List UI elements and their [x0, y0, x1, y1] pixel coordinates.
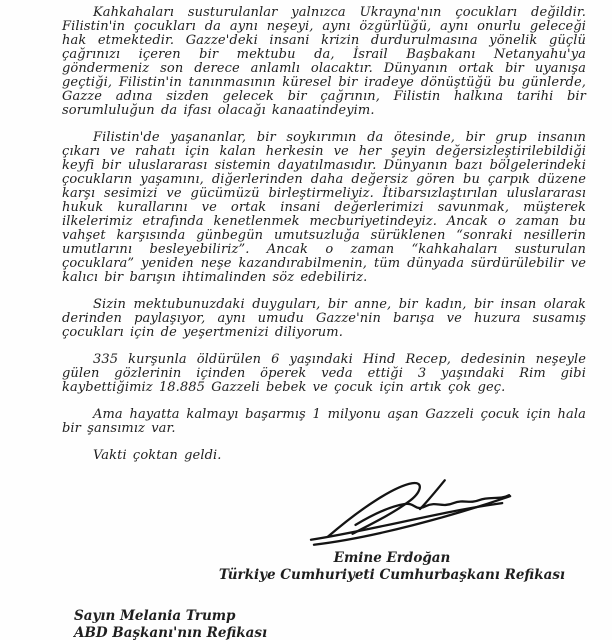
recipient-title: ABD Başkanı'nın Refikası [74, 624, 268, 640]
letter-paragraph: Vakti çoktan geldi. [93, 448, 222, 463]
signer-title: Türkiye Cumhuriyeti Cumhurbaşkanı Refikası [218, 567, 566, 583]
letter-paragraph: Sizin mektubunuzdaki duyguları, bir anne, bir kadın, bir insan olarak derinden paylaşıyor, aynı umudu Gazze'nin barışa ve huzura susamış çocukları için de yeşertmenizi diliyorum. [62, 297, 586, 340]
signer-name: Emine Erdoğan [333, 550, 451, 566]
signature-icon [306, 476, 524, 548]
recipient-block [74, 608, 586, 640]
signature-block [190, 550, 594, 584]
letter-body [62, 6, 586, 463]
letter-paragraph: Ama hayatta kalmayı başarmış 1 milyonu aşan Gazzeli çocuk için hala bir şansımız var. [62, 407, 586, 436]
recipient-name: Sayın Melania Trump [74, 608, 236, 624]
letter-paragraph: Filistin'de yaşananlar, bir soykırımın da ötesinde, bir grup insanın çıkarı ve rahatı için kalan herkesin ve her şeyin değersizleştirilebildiği keyfi bir uluslararası sistemin dayatılmasıdır. Dünyanın bazı bölgelerindeki çocukların yaşamını, diğerlerinden daha değersiz gören bu çarpık düzene karşı sesimizi ve gücümüzü birleştirmeliyiz. İtibarsızlaştırılan uluslararası hukuk kurallarını ve ortak insani değerlerimizi savunmak, müşterek ilkelerimiz etrafında kenetlenmek mecburiyetindeyiz. Ancak o zaman bu vahşet karşısında günbegün umutsuzluğa sürüklenen “sonraki nesillerin umutlarını besleyebiliriz”. Ancak o zaman “kahkahaları susturulan çocuklara” yeniden neşe kazandırabilmenin, tüm dünyada sürdürülebilir ve kalıcı bir barışın ihtimalinden söz edebiliriz. [62, 130, 586, 285]
letter-paragraph: Kahkahaları susturulanlar yalnızca Ukrayna'nın çocukları değildir. Filistin'in çocukları da aynı neşeyi, aynı özgürlüğü, aynı onurlu geleceği hak etmektedir. Gazze'deki insani krizin durdurulmasına yönelik güçlü çağrınızı içeren bir mektubu da, İsrail Başbakanı Netanyahu'ya göndermeniz son derece anlamlı olacaktır. Dünyanın ortak bir uyanışa geçtiği, Filistin'in tanınmasının küresel bir iradeye dönüştüğü bu günlerde, Gazze adına sizden gelecek bir çağrının, Filistin halkına tarihi bir sorumluluğun da ifası olacağı kanaatindeyim. [62, 5, 586, 118]
letter-paragraph: 335 kurşunla öldürülen 6 yaşındaki Hind Recep, dedesinin neşeyle gülen gözlerinin içinden öperek veda ettiği 3 yaşındaki Rim gibi kaybettiğimiz 18.885 Gazzeli bebek ve çocuk için artık çok geç. [62, 352, 586, 395]
